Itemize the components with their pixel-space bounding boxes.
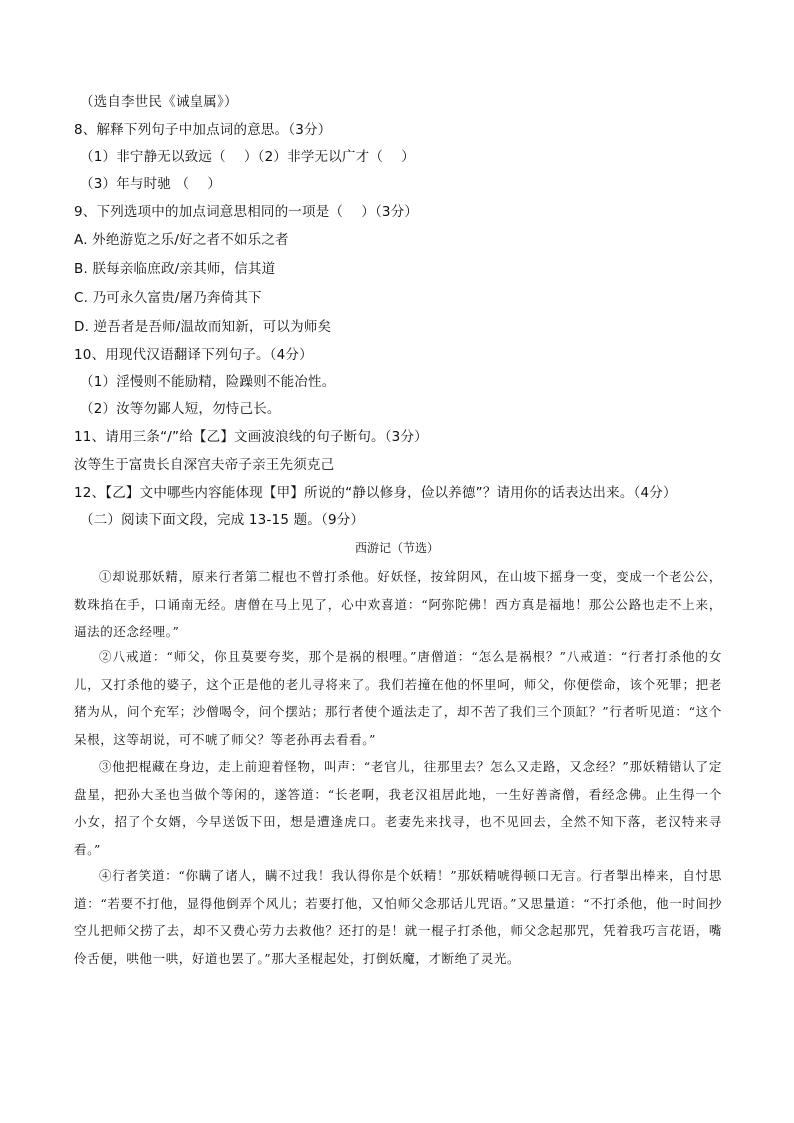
- question-9-option-a: A. 外绝游览之乐/好之者不如乐之者: [74, 232, 289, 248]
- question-10-item-1: （1）淫慢则不能励精，险躁则不能冶性。: [80, 374, 336, 390]
- question-9-option-b: B. 朕每亲临庶政/亲其师，信其道: [74, 261, 276, 277]
- passage-paragraph-4: ④行者笑道：“你瞒了诸人，瞒不过我！我认得你是个妖精！”那妖精唬得顿口无言。行者掣出棒来，自忖思道：“若要不打他，显得他倒弄个风儿；若要打他，又怕师父念那话儿咒语。”又思量道：“不打杀他，他一时间抄空儿把师父捞了去，却不又费心劳力去救他？还打的是！就一棍子打杀他，师父念起那咒，凭着我巧言花语，嘴伶舌便，哄他一哄，好道也罢了。”那大圣棍起处，打倒妖魔，才断绝了灵光。: [74, 868, 722, 966]
- question-8-items-1-2: （1）非宁静无以致远（ ）（2）非学无以广才（ ）: [80, 149, 415, 165]
- question-9-option-d: D. 逆吾者是吾师/温故而知新，可以为师矣: [74, 319, 332, 335]
- passage-paragraph-2: ②八戒道：“师父，你且莫要夸奖，那个是祸的根哩。”唐僧道：“怎么是祸根？”八戒道：“行者打杀他的女儿，又打杀他的婆子，这个正是他的老儿寻将来了。我们若撞在他的怀里呵，师父，你便偿命，该个死罪；把老猪为从，问个充军；沙僧喝令，问个摆站；那行者使个遁法走了，却不苦了我们三个顶缸？”行者听见道：“这个呆根，这等胡说，可不唬了师父？等老孙再去看看。”: [74, 649, 722, 747]
- passage-paragraph-3: ③他把棍藏在身边，走上前迎着怪物，叫声：“老官儿，往那里去？怎么又走路，又念经？”那妖精错认了定盘星，把孙大圣也当做个等闲的，遂答道：“长老啊，我老汉祖居此地，一生好善斋僧，看经念佛。止生得一个小女，招了个女婿，今早送饭下田，想是遭逢虎口。老妻先来找寻，也不见回去，全然不知下落，老汉特来寻看。”: [74, 759, 722, 857]
- passage-paragraph-1: ①却说那妖精，原来行者第二棍也不曾打杀他。好妖怪，按耸阴风，在山坡下摇身一变，变成一个老公公，数珠掐在手，口诵南无经。唐僧在马上见了，心中欢喜道：“阿弥陀佛！西方真是福地！那公公路也走不上来，逼法的还念经哩。”: [74, 569, 722, 639]
- question-8-stem: 8、解释下列句子中加点词的意思。（3分）: [74, 122, 332, 138]
- question-11-stem: 11、请用三条“/”给【乙】文画波浪线的句子断句。（3分）: [74, 429, 428, 445]
- question-9-option-c: C. 乃可永久富贵/屠乃奔倚其下: [74, 290, 262, 306]
- source-citation: （选自李世民《诫皇属》）: [80, 94, 238, 110]
- question-9-stem: 9、下列选项中的加点词意思相同的一项是（ ）（3分）: [74, 204, 419, 220]
- part-2-heading: （二）阅读下面文段，完成 13-15 题。（9分）: [80, 512, 365, 528]
- passage-title: 西游记（节选）: [354, 541, 439, 555]
- question-12-stem: 12、【乙】文中哪些内容能体现【甲】所说的“静以修身，俭以养德”？请用你的话表达出来。（4分）: [74, 485, 677, 501]
- question-11-sentence: 汝等生于富贵长自深宫夫帝子亲王先须克己: [74, 457, 335, 473]
- question-10-stem: 10、用现代汉语翻译下列句子。（4分）: [74, 347, 313, 363]
- question-8-item-3: （3）年与时驰 （ ）: [80, 176, 222, 192]
- question-10-item-2: （2）汝等勿鄙人短，勿恃己长。: [80, 401, 281, 417]
